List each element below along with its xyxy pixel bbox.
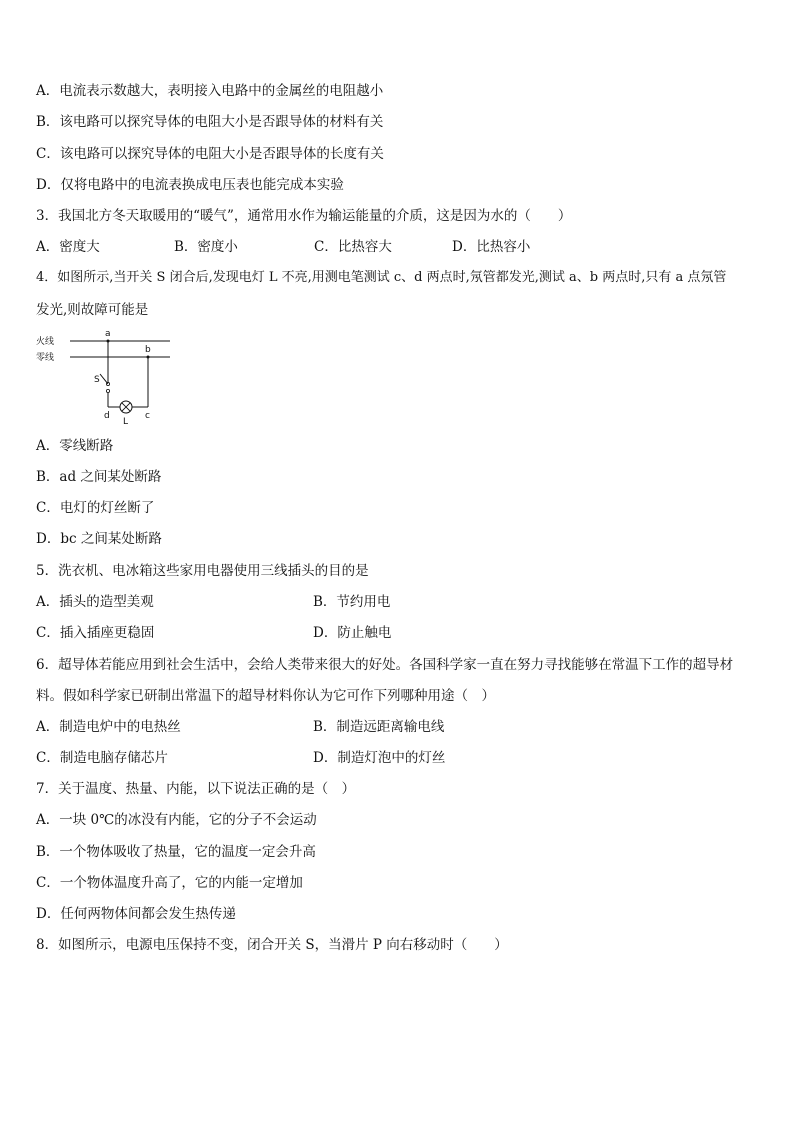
q4-option-d: D．bc 之间某处断路	[36, 531, 162, 547]
live-wire-label: 火线	[36, 337, 55, 347]
junction-a	[107, 340, 110, 343]
q4-option-a: A．零线断路	[36, 438, 114, 454]
q3-option-b: B．密度小	[174, 239, 238, 255]
q5-option-a: A．插头的造型美观	[36, 594, 154, 610]
q2-option-d: D．仅将电路中的电流表换成电压表也能完成本实验	[36, 177, 344, 193]
q4-option-c: C．电灯的灯丝断了	[36, 500, 155, 516]
q6-stem-line2: 料。假如科学家已研制出常温下的超导材料你认为它可作下列哪种用途（ ）	[36, 688, 495, 704]
q7-option-c: C．一个物体温度升高了，它的内能一定增加	[36, 875, 303, 891]
q6-option-c: C．制造电脑存储芯片	[36, 750, 168, 766]
q4-stem-line2: 发光,则故障可能是	[36, 302, 149, 318]
label-s: S	[94, 375, 100, 385]
q6-stem-line1: 6．超导体若能应用到社会生活中，会给人类带来很大的好处。各国科学家一直在努力寻找能够在常温下工作的超导材	[36, 657, 734, 673]
label-a: a	[105, 329, 111, 339]
label-d: d	[104, 411, 110, 421]
q6-option-d: D．制造灯泡中的灯丝	[313, 750, 446, 766]
q5-option-d: D．防止触电	[313, 625, 392, 641]
q3-option-a: A．密度大	[36, 239, 100, 255]
q7-option-b: B．一个物体吸收了热量，它的温度一定会升高	[36, 844, 316, 860]
q7-option-d: D．任何两物体间都会发生热传递	[36, 906, 236, 922]
switch-contact	[106, 389, 109, 392]
q6-option-a: A．制造电炉中的电热丝	[36, 719, 181, 735]
q4-stem-line1: 4．如图所示,当开关 S 闭合后,发现电灯 L 不亮,用测电笔测试 c、d 两点时,氖管都发光,测试 a、b 两点时,只有 a 点氖管	[36, 270, 727, 285]
q3-option-c: C．比热容大	[314, 239, 392, 255]
q6-option-b: B．制造远距离输电线	[313, 719, 445, 735]
q2-option-a: A．电流表示数越大，表明接入电路中的金属丝的电阻越小	[36, 83, 384, 99]
neutral-wire-label: 零线	[36, 353, 55, 363]
q4-option-b: B．ad 之间某处断路	[36, 469, 162, 485]
q7-option-a: A．一块 0℃的冰没有内能，它的分子不会运动	[36, 812, 317, 828]
q5-option-c: C．插入插座更稳固	[36, 625, 155, 641]
q2-option-c: C．该电路可以探究导体的电阻大小是否跟导体的长度有关	[36, 146, 384, 162]
q2-option-b: B．该电路可以探究导体的电阻大小是否跟导体的材料有关	[36, 114, 384, 130]
q5-option-b: B．节约用电	[313, 594, 391, 610]
q8-stem: 8．如图所示，电源电压保持不变，闭合开关 S，当滑片 P 向右移动时（ ）	[36, 937, 508, 953]
q3-option-d: D．比热容小	[452, 239, 531, 255]
q5-stem: 5．洗衣机、电冰箱这些家用电器使用三线插头的目的是	[36, 563, 369, 579]
label-l: L	[123, 417, 129, 427]
q7-stem: 7．关于温度、热量、内能，以下说法正确的是（ ）	[36, 781, 356, 797]
label-b: b	[145, 345, 151, 355]
q3-stem: 3．我国北方冬天取暖用的“暖气”，通常用水作为输运能量的介质，这是因为水的（ ）	[36, 208, 572, 224]
circuit-diagram	[36, 327, 176, 427]
junction-b	[147, 356, 150, 359]
label-c: c	[145, 411, 150, 421]
switch-blade	[100, 374, 108, 384]
